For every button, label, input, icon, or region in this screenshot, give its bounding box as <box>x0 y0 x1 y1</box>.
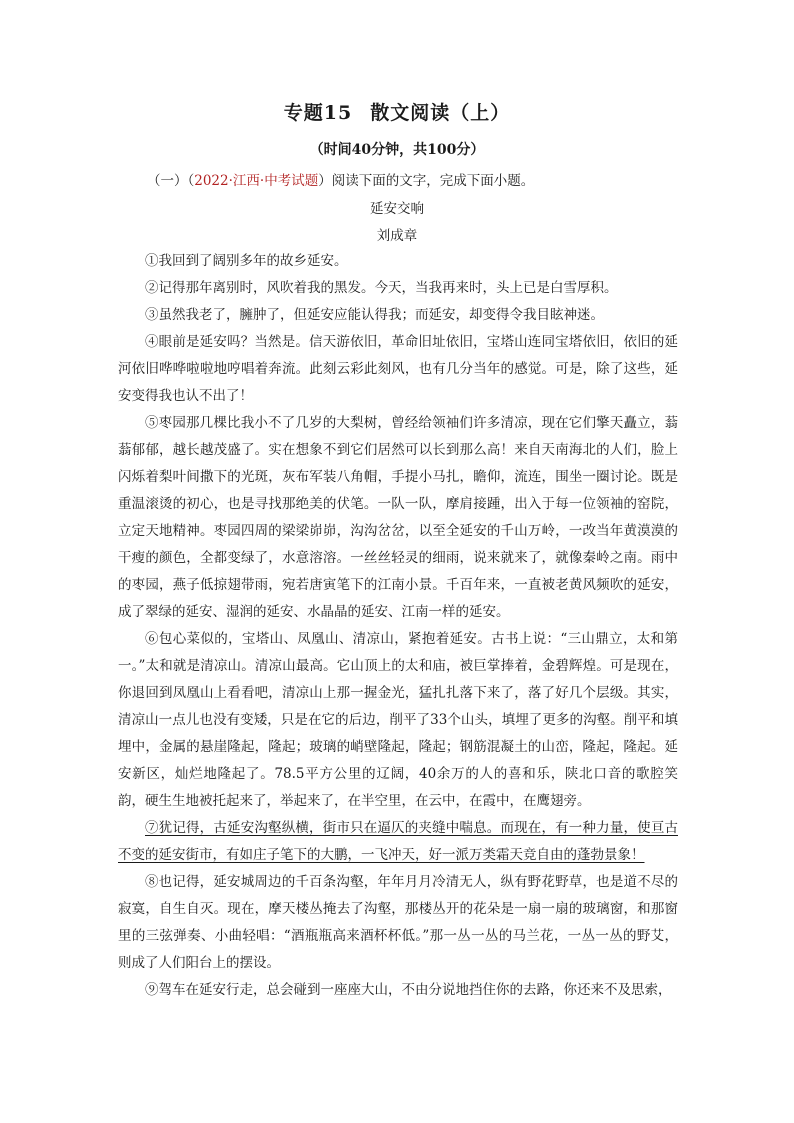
paragraph-2: ②记得那年离别时，风吹着我的黑发。今天，当我再来时，头上已是白雪厚积。 <box>145 280 618 296</box>
paragraph-7-underlined: ⑦犹记得，古延安沟壑纵横，街市只在逼仄的夹缝中喘息。而现在，有一种力量，使亘古不变的延安街市，有如庄子笔下的大鹏，一飞冲天，好一派万类霜天竞自由的蓬勃景象！ <box>118 820 678 863</box>
paragraph-4: ④眼前是延安吗？当然是。信天游依旧，革命旧址依旧，宝塔山连同宝塔依旧，依旧的延河依旧哗哗啦啦地哼唱着奔流。此刻云彩此刻风，也有几分当年的感觉。可是，除了这些，延安变得我也认不出了！ <box>118 334 678 404</box>
paragraph-5: ⑤枣园那几棵比我小不了几岁的大梨树，曾经给领袖们许多清凉，现在它们擎天矗立，蓊蓊郁郁，越长越茂盛了。实在想象不到它们居然可以长到那么高！来自天南海北的人们，脸上闪烁着梨叶间撒下的光斑，灰布军装八角帽，手提小马扎，瞻仰，流连，围坐一圈讨论。既是重温滚烫的初心，也是寻找那绝美的伏笔。一队一队，摩肩接踵，出入于每一位领袖的窑院，立定天地精神。枣园四周的梁梁峁峁，沟沟岔岔，以至全延安的千山万岭，一改当年黄漠漠的干瘦的颜色，全都变绿了，水意溶溶。一丝丝轻灵的细雨，说来就来了，就像秦岭之南。雨中的枣园，燕子低掠翅带雨，宛若唐寅笔下的江南小景。千百年来，一直被老黄风频吹的延安，成了翠绿的延安、湿润的延安、水晶晶的延安、江南一样的延安。 <box>118 415 678 620</box>
question-intro <box>147 169 667 189</box>
intro-instruction: ）阅读下面的文字，完成下面小题。 <box>318 173 535 189</box>
page-title <box>0 98 794 125</box>
article-title: 延安交响 <box>370 201 424 217</box>
paragraph-9: ⑨驾车在延安行走，总会碰到一座座大山，不由分说地挡住你的去路，你还来不及思索， <box>145 982 672 998</box>
article-body <box>118 248 678 1004</box>
article-author: 刘成章 <box>376 228 418 244</box>
time-and-score-note: （时间40分钟，共100分） <box>309 142 485 158</box>
paragraph-8: ⑧也记得，延安城周边的千百条沟壑，年年月月冷清无人，纵有野花野草，也是道不尽的寂寞，自生自灭。现在，摩天楼丛掩去了沟壑，那楼丛开的花朵是一扇一扇的玻璃窗，和那窗里的三弦弹奏、小曲轻唱：“酒瓶瓶高来酒杯杯低。”那一丛一丛的马兰花，一丛一丛的野艾，则成了人们阳台上的摆设。 <box>118 874 678 971</box>
paragraph-1: ①我回到了阔别多年的故乡延安。 <box>145 253 348 269</box>
intro-prefix: （一）（ <box>147 173 195 189</box>
exam-source: 2022·江西·中考试题 <box>194 173 319 189</box>
paragraph-3: ③虽然我老了，臃肿了，但延安应能认得我；而延安，却变得令我目眩神迷。 <box>145 307 604 323</box>
title-topic-name: 散文阅读（上） <box>370 102 511 124</box>
title-topic-number: 专题15 <box>283 102 353 124</box>
paragraph-6: ⑥包心菜似的，宝塔山、凤凰山、清凉山，紧抱着延安。古书上说：“三山鼎立，太和第一。”太和就是清凉山。清凉山最高。它山顶上的太和庙，被巨掌捧着，金碧辉煌。可是现在，你退回到凤凰山上看看吧，清凉山上那一握金光，猛扎扎落下来了，落了好几个层级。其实，清凉山一点儿也没有变矮，只是在它的后边，削平了33个山头，填埋了更多的沟壑。削平和填埋中，金属的悬崖隆起，隆起；玻璃的峭壁隆起，隆起；钢筋混凝土的山峦，隆起，隆起。延安新区，灿烂地隆起了。78.5平方公里的辽阔，40余万的人的喜和乐，陕北口音的歌腔笑韵，硬生生地被托起来了，举起来了，在半空里，在云中，在霞中，在鹰翅旁。 <box>118 631 678 809</box>
